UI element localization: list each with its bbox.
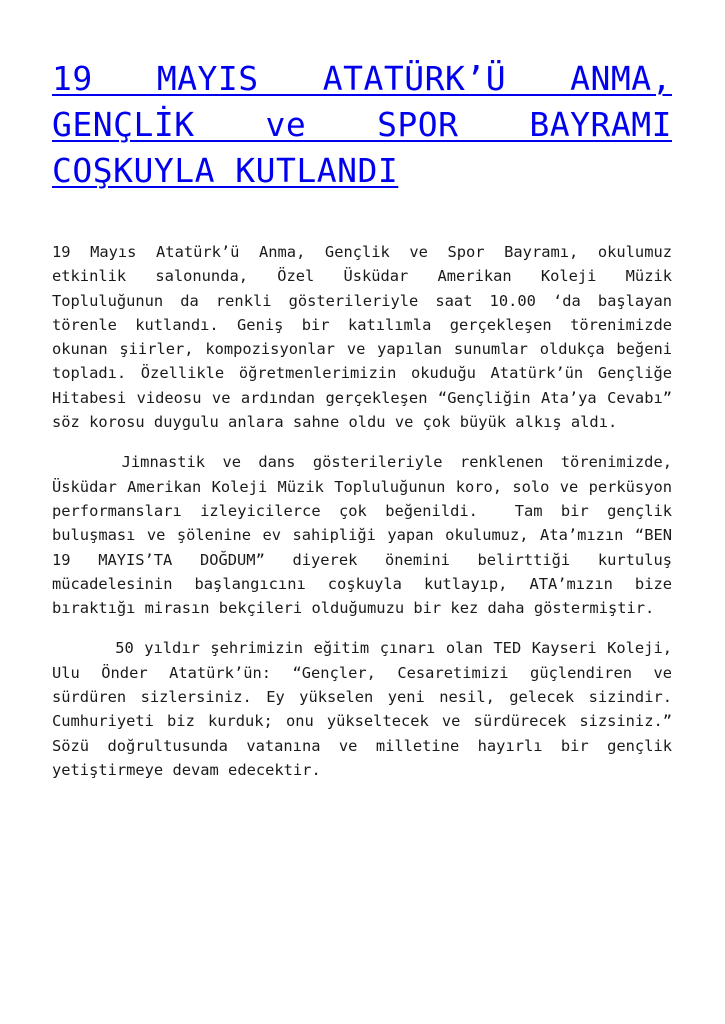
article [52,56,691,798]
article-title-line: GENÇLİK ve SPOR BAYRAMI [52,105,672,144]
article-title-line: 19 MAYIS ATATÜRK’Ü ANMA, [52,59,672,98]
article-paragraph: 50 yıldır şehrimizin eğitim çınarı olan TED Kayseri Koleji, Ulu Önder Atatürk’ün: “Gençler, Cesaretimizi güçlendiren ve sürdüren sizlersiniz. Ey yükselen yeni nesil, gelecek sizindir. Cumhuriyeti biz kurduk; onu yükseltecek ve sürdürecek sizsiniz.” Sözü doğrultusunda vatanına ve milletine hayırlı bir gençlik yetiştirmeye devam edecektir. [52,639,691,779]
article-title-link[interactable] [52,56,672,194]
article-body [52,240,691,782]
article-paragraph: 19 Mayıs Atatürk’ü Anma, Gençlik ve Spor Bayramı, okulumuz etkinlik salonunda, Özel Üsküdar Amerikan Koleji Müzik Topluluğunun da renkli gösterileriyle saat 10.00 ‘da başlayan törenle kutlandı. Geniş bir katılımla gerçekleşen törenimizde okunan şiirler, kompozisyonlar ve yapılan sunumlar oldukça beğeni topladı. Özellikle öğretmenlerimizin okuduğu Atatürk’ün Gençliğe Hitabesi videosu ve ardından gerçekleşen “Gençliğin Ata’ya Cevabı” söz korosu duygulu anlara sahne oldu ve çok büyük alkış aldı. [52,243,672,432]
article-paragraph: Jimnastik ve dans gösterileriyle renklenen törenimizde, Üsküdar Amerikan Koleji Müzik Topluluğunun koro, solo ve perküsyon performansları izleyicilerce çok beğenildi. Tam bir gençlik buluşması ve şölenine ev sahipliği yapan okulumuz, Ata’mızın “BEN 19 MAYIS’TA DOĞDUM” diyerek önemini belirttiği kurtuluş mücadelesinin başlangıcını coşkuyla kutlayıp, ATA’mızın bize bıraktığı mirasın bekçileri olduğumuzu bir kez daha göstermiştir. [52,453,682,618]
article-title-line: COŞKUYLA KUTLANDI [52,151,399,190]
